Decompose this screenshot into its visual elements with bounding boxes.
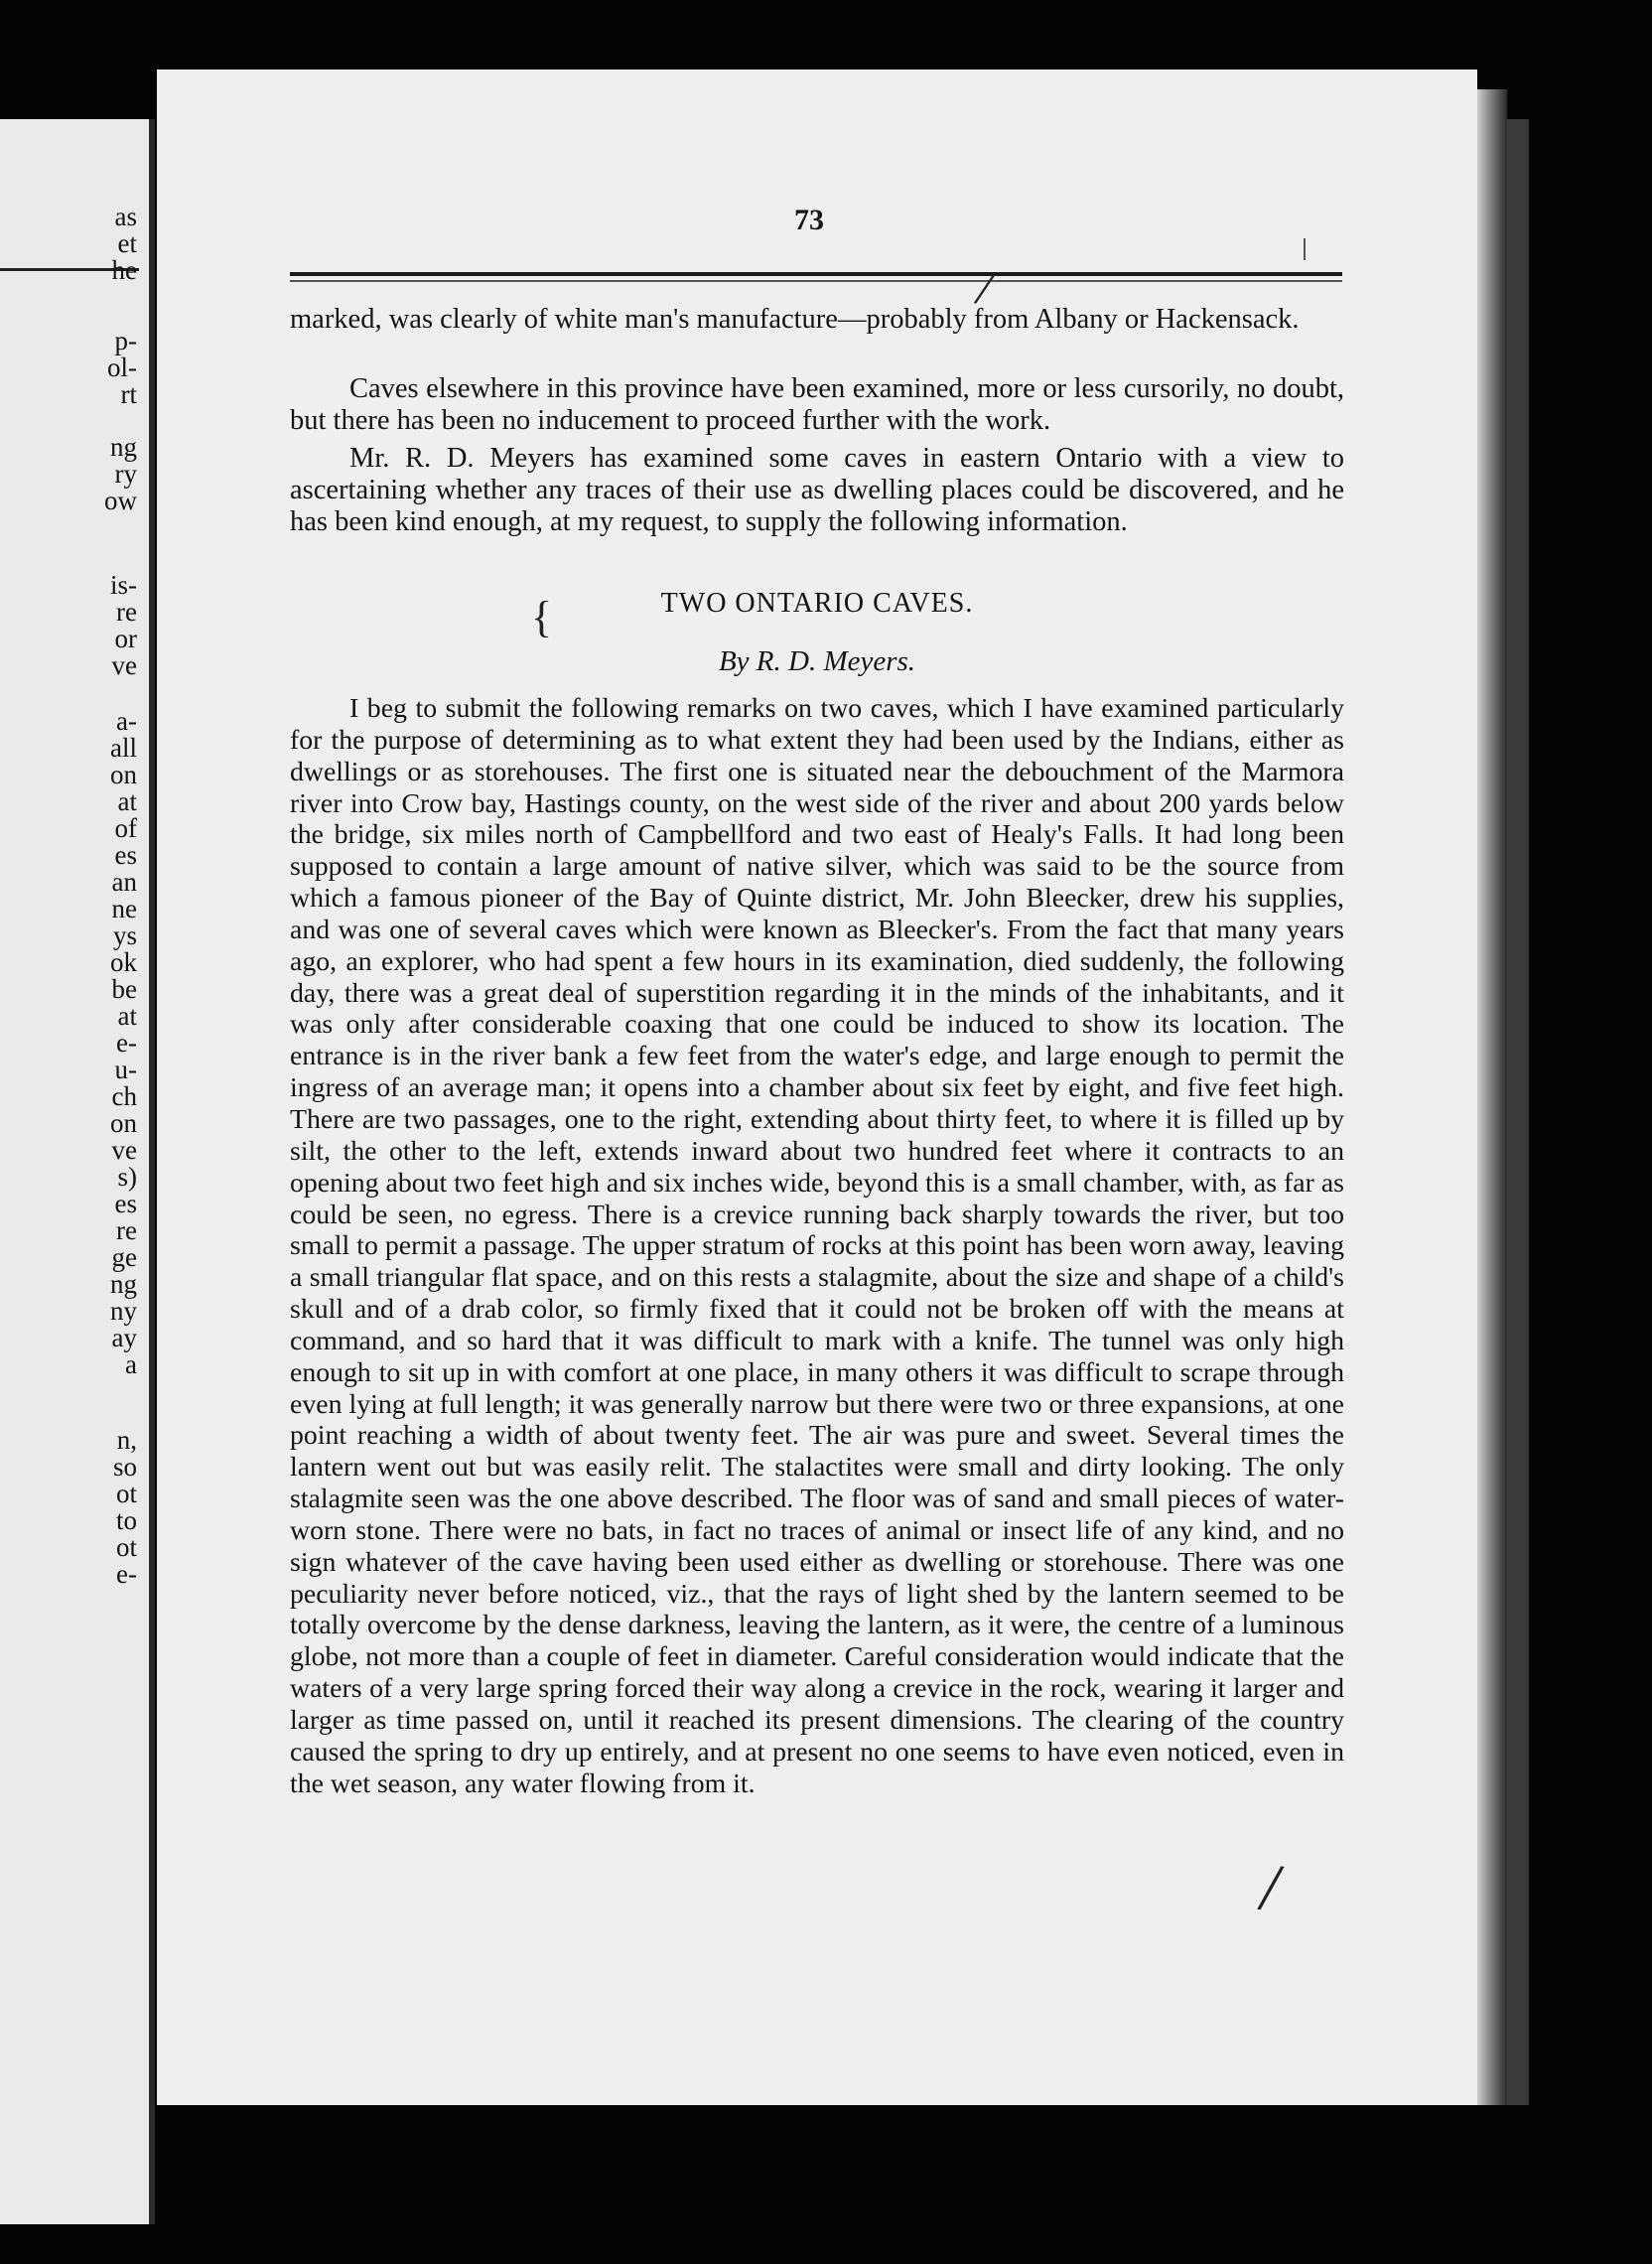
pencil-stroke-mark: / (1254, 1848, 1288, 1928)
facing-page-fragment: ow (104, 486, 137, 515)
facing-page-fragment: at (117, 786, 137, 816)
facing-page-fragment: all (110, 733, 137, 763)
page-edge (1477, 89, 1507, 2105)
facing-page-fragment: an (111, 867, 137, 897)
facing-page-fragment: be (111, 974, 137, 1004)
facing-page-fragment: ng (110, 1269, 137, 1299)
facing-page-fragment: ch (111, 1081, 137, 1111)
bracket-pencil-mark: { (531, 593, 553, 641)
facing-page-fragment: of (114, 813, 137, 843)
facing-page-fragment: so (112, 1452, 137, 1482)
facing-page (0, 119, 155, 2224)
facing-page-fragment: es (114, 840, 137, 870)
header-rule-thin (290, 280, 1342, 282)
article-title: TWO ONTARIO CAVES. (660, 588, 974, 619)
facing-page-fragment: is- (110, 570, 137, 600)
paragraph-caves-elsewhere: Caves elsewhere in this province have been examined, more or less cursorily, no doubt, but there has been no inducement to proceed further with the work. (290, 373, 1344, 437)
facing-page-fragment: ve (111, 650, 137, 680)
facing-page-fragment: ge (111, 1242, 137, 1272)
facing-page-fragment: rt (120, 379, 137, 409)
book-spine-shadow (1507, 119, 1529, 2105)
facing-page-fragment: re (116, 1215, 137, 1245)
facing-page-fragment: ng (110, 432, 137, 462)
facing-page-fragment: u- (114, 1055, 137, 1084)
facing-page-fragment: on (110, 760, 137, 789)
facing-page-fragment: ys (112, 920, 137, 950)
facing-page-fragment: as (114, 202, 137, 231)
facing-page-fragment: on (110, 1108, 137, 1138)
facing-page-fragment: he (111, 255, 137, 285)
facing-page-fragment: ok (110, 947, 137, 977)
facing-page-fragment: e- (116, 1028, 137, 1058)
facing-page-fragment: or (114, 624, 137, 653)
facing-page-fragment: ve (111, 1135, 137, 1165)
facing-page-fragment: ot (115, 1532, 137, 1562)
facing-page-fragment: ny (110, 1296, 137, 1326)
facing-page-fragment: p- (114, 326, 137, 355)
facing-page-fragment: ot (115, 1479, 137, 1508)
facing-page-fragment: s) (117, 1162, 137, 1192)
facing-page-fragment: at (117, 1001, 137, 1031)
facing-page-fragment: et (117, 228, 137, 258)
facing-page-fragment: a (125, 1349, 137, 1379)
header-rule (290, 272, 1342, 276)
facing-page-fragment: n, (116, 1425, 137, 1455)
pencil-stroke-mark-top: / (970, 259, 999, 317)
facing-page-fragment: ne (111, 894, 137, 923)
article-byline: By R. D. Meyers. (718, 645, 916, 677)
facing-page-fragment: re (116, 597, 137, 627)
facing-page-fragment: ay (111, 1323, 137, 1352)
facing-page-fragment: a- (116, 706, 137, 736)
paragraph-meyers-intro: Mr. R. D. Meyers has examined some caves in eastern Ontario with a view to ascertaining whether any traces of their use as dwelling places could be discovered, and he has been kind enough, at my request, to supply the following information. (290, 443, 1344, 538)
facing-page-fragment: e- (116, 1559, 137, 1589)
facing-page-fragment: ry (114, 459, 137, 489)
header-tick-mark (1304, 238, 1306, 260)
page-number: 73 (794, 204, 824, 236)
facing-page-fragment: ol- (107, 353, 137, 382)
article-body: I beg to submit the following remarks on two caves, which I have examined particularly for the purpose of determining as to what extent they had been used by the Indians, either as dwellings or as storehouses. The first one is situated near the debouchment of the Marmora river into Crow bay, Hastings county, on the west side of the river and about 200 yards below the bridge, six miles north of Campbellford and two east of Healy's Falls. It had long been supposed to contain a large amount of native silver, which was said to be the source from which a famous pioneer of the Bay of Quinte district, Mr. John Bleecker, drew his supplies, and was one of several caves which were known as Bleecker's. From the fact that many years ago, an explorer, who had spent a few hours in its examination, died suddenly, the following day, there was a great deal of superstition regarding it in the minds of the inhabitants, and it was only after considerable coaxing that one could be induced to show its location. The entrance is in the river bank a few feet from the water's edge, and large enough to permit the ingress of an average man; it opens into a chamber about six feet by eight, and five feet high. There are two passages, one to the right, extending about thirty feet, to where it is filled up by silt, the other to the left, extends inward about two hundred feet where it contracts to an opening about two feet high and six inches wide, beyond this is a small chamber, with, as far as could be seen, no egress. There is a crevice running back sharply towards the river, but too small to permit a passage. The upper stratum of rocks at this point has been worn away, leaving a small triangular flat space, and on this rests a stalagmite, about the size and shape of a child's skull and of a drab color, so firmly fixed that it could not be broken off with the means at command, and so hard that it was difficult to mark with a knife. The tunnel was only high enough to sit up in with comfort at one place, in many others it was difficult to scrape through even lying at full length; it was generally narrow but there were two or three expansions, at one point reaching a width of about twenty feet. The air was pure and sweet. Several times the lantern went out but was easily relit. The stalactites were small and dirty looking. The only stalagmite seen was the one above described. The floor was of sand and small pieces of water-worn stone. There were no bats, in fact no traces of animal or insect life of any kind, and no sign whatever of the cave having been used either as dwelling or storehouse. There was one peculiarity never before noticed, viz., that the rays of light shed by the lantern seemed to be totally overcome by the dense darkness, leaving the lantern, as it were, the centre of a luminous globe, not more than a couple of feet in diameter. Careful consideration would indicate that the waters of a very large spring forced their way along a crevice in the rock, wearing it larger and larger as time passed on, until it reached its present dimensions. The clearing of the country caused the spring to dry up entirely, and at present no one seems to have even noticed, even in the wet season, any water flowing from it. (290, 693, 1344, 1799)
paragraph-continuation: marked, was clearly of white man's manufacture—probably from Albany or Hackensack. (290, 304, 1300, 335)
facing-page-fragment: to (115, 1505, 137, 1535)
facing-page-fragment: es (114, 1189, 137, 1218)
